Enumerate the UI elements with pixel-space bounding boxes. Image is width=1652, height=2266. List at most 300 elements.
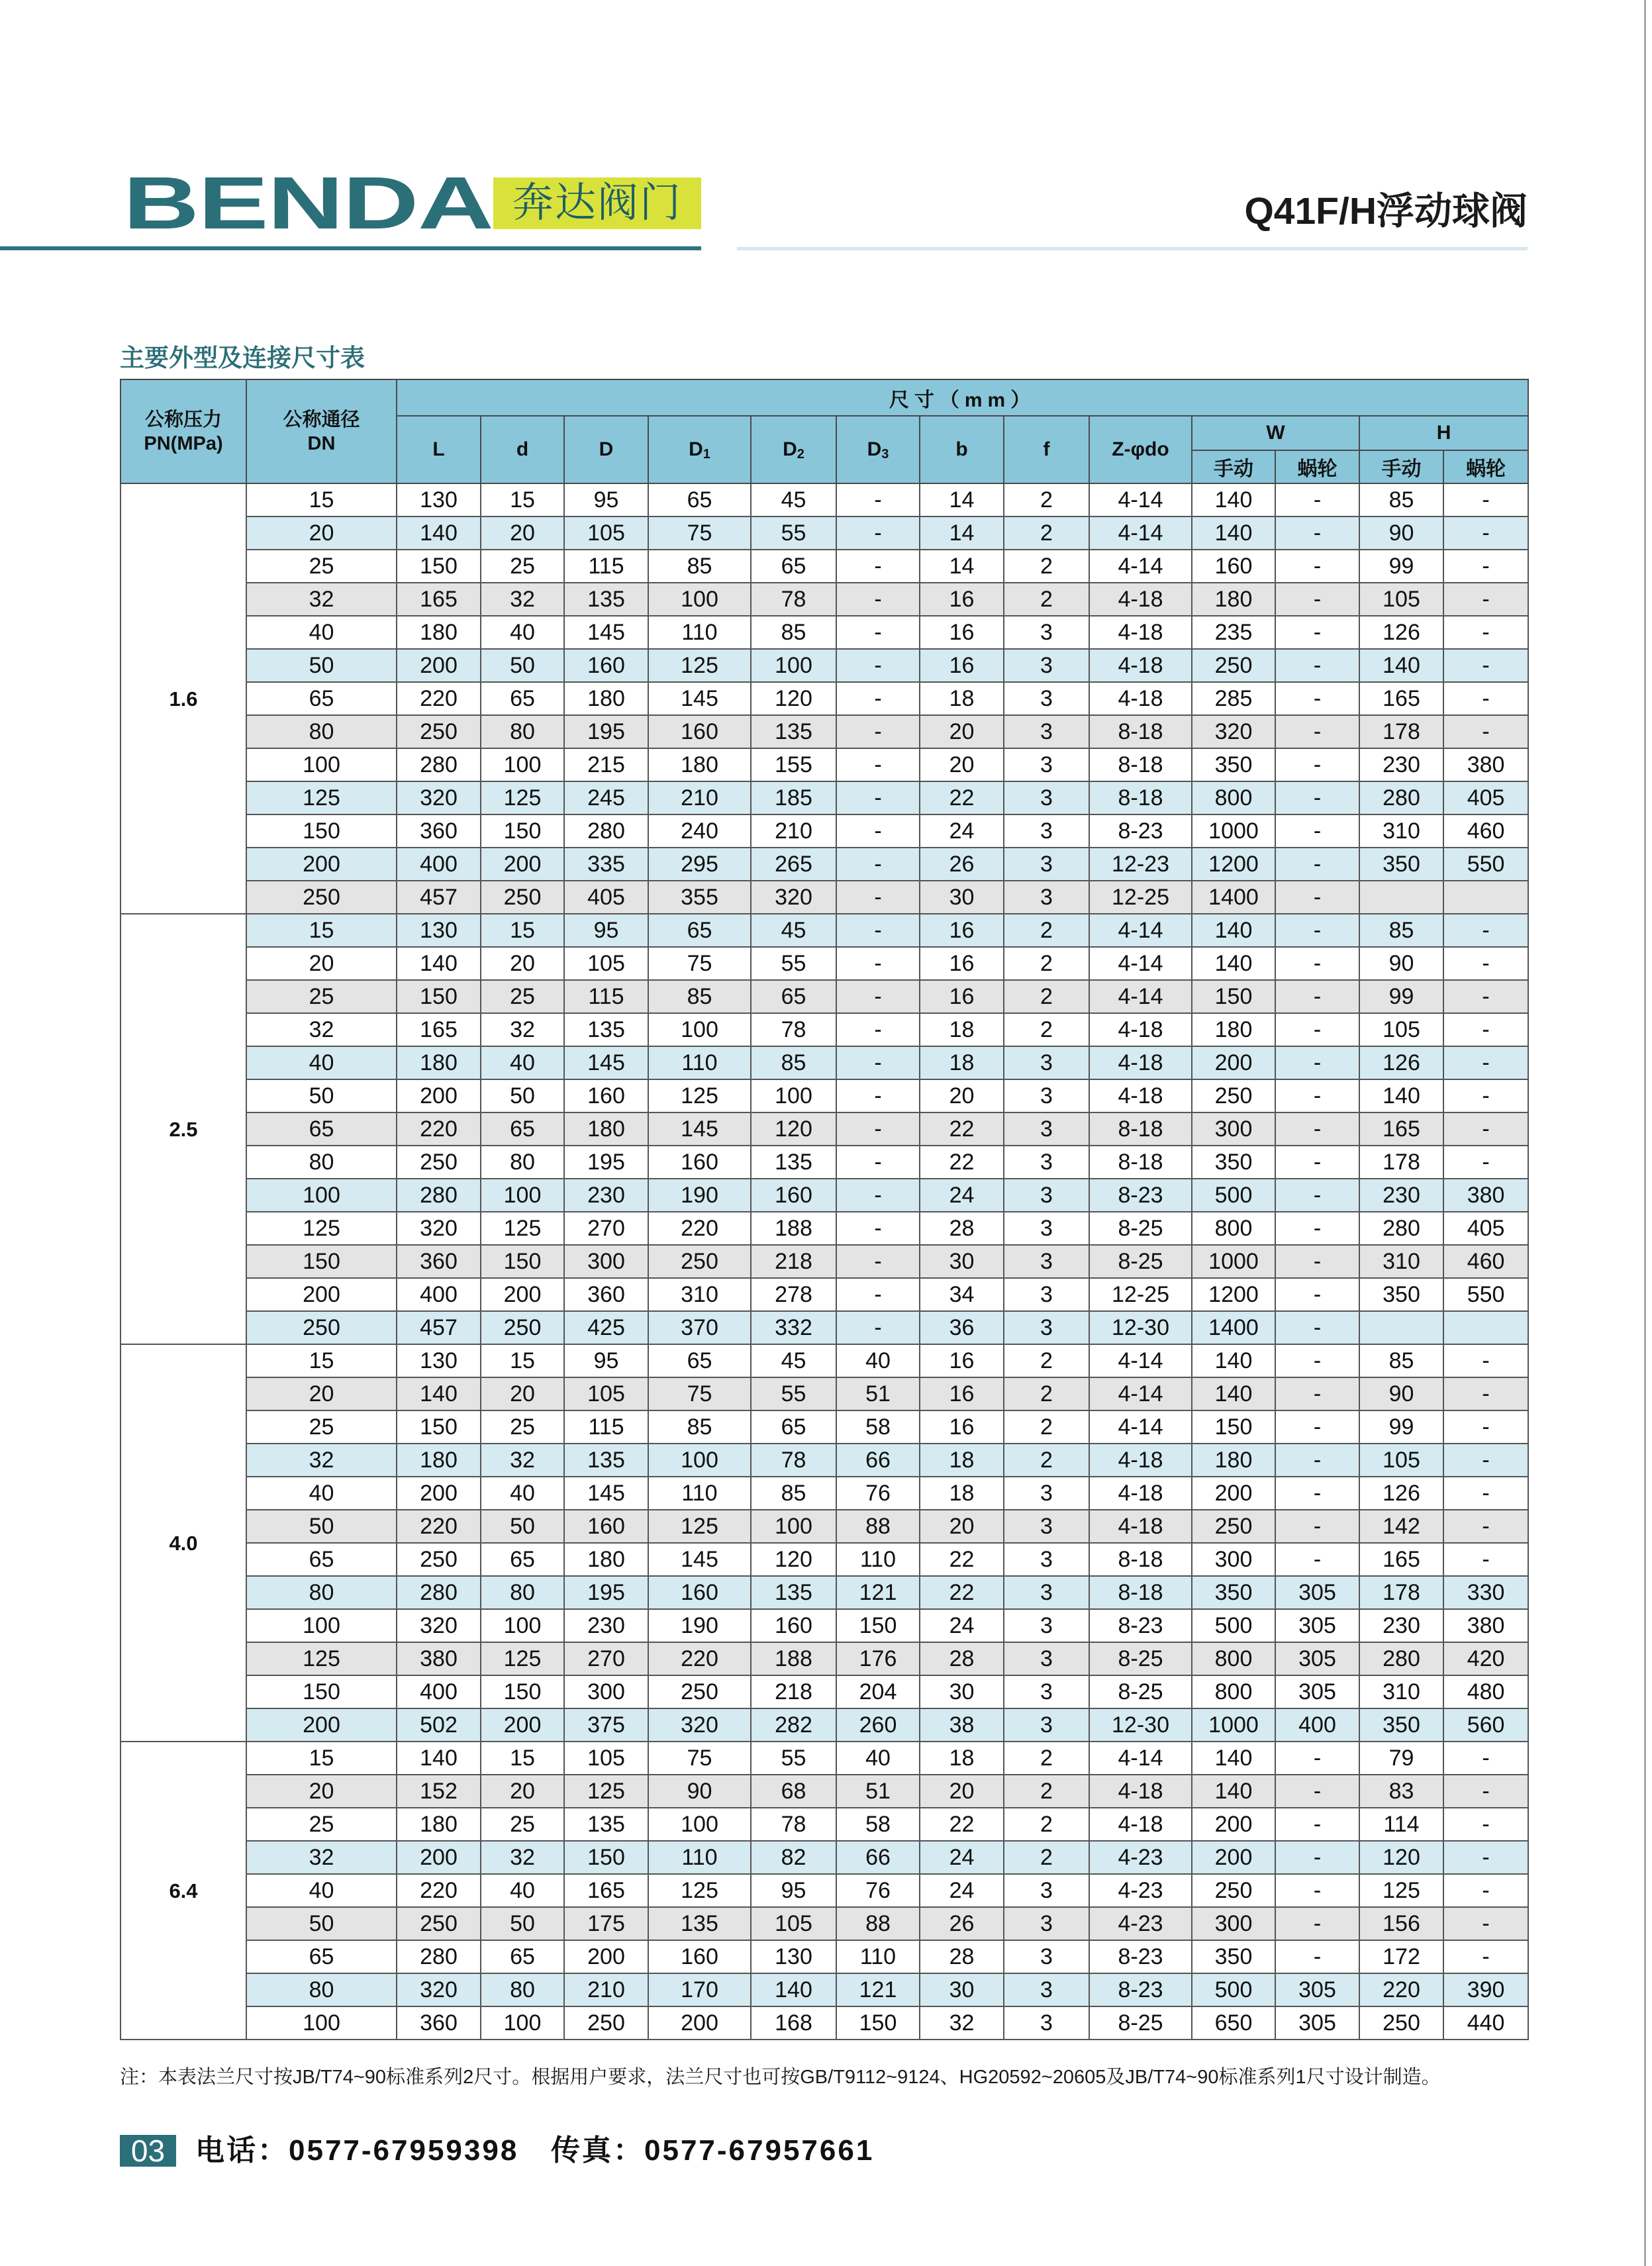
cell-l: 220 [397,682,481,715]
cell-d2: 45 [751,914,836,947]
cell-l: 380 [397,1642,481,1675]
cell-h-manual: 280 [1359,1212,1443,1245]
cell-dn: 65 [246,682,397,715]
cell-dn: 100 [246,748,397,781]
cell-h-manual: 178 [1359,1576,1443,1609]
col-header-f-label: f [1043,438,1050,460]
cell-d1: 135 [648,1907,751,1940]
cell-dn: 100 [246,2006,397,2040]
table-row [121,1973,1528,2006]
cell-dn: 20 [246,947,397,980]
cell-bolt-holes: 4-18 [1089,1444,1192,1477]
cell-f: 3 [1004,814,1089,848]
cell-bolt-holes: 12-25 [1089,881,1192,914]
cell-w-manual: 500 [1192,1609,1275,1642]
cell-dn: 25 [246,550,397,583]
cell-l: 320 [397,1973,481,2006]
cell-bolt-holes: 8-23 [1089,1609,1192,1642]
cell-b: 22 [920,1146,1004,1179]
cell-d-small: 200 [481,1278,564,1311]
cell-l: 140 [397,1742,481,1775]
cell-l: 180 [397,1444,481,1477]
cell-b: 18 [920,1477,1004,1510]
cell-bolt-holes: 8-23 [1089,814,1192,848]
cell-h-manual [1359,881,1443,914]
cell-d-large: 160 [564,1510,648,1543]
cell-dn: 80 [246,1146,397,1179]
cell-w-manual: 1200 [1192,1278,1275,1311]
cell-d-large: 195 [564,1576,648,1609]
cell-h-manual: 230 [1359,1609,1443,1642]
cell-b: 30 [920,1973,1004,2006]
cell-d-large: 230 [564,1609,648,1642]
cell-d2: 135 [751,1576,836,1609]
col-header-b-label: b [955,438,968,460]
cell-h-worm: 380 [1443,1179,1528,1212]
cell-d-small: 32 [481,1444,564,1477]
col-header-d1-sub: 1 [703,447,710,462]
cell-d1: 320 [648,1708,751,1742]
cell-d-large: 115 [564,980,648,1013]
cell-d2: 85 [751,1477,836,1510]
cell-d2: 210 [751,814,836,848]
cell-h-manual: 165 [1359,1112,1443,1146]
cell-d-small: 15 [481,914,564,947]
cell-w-manual: 140 [1192,914,1275,947]
cell-b: 30 [920,881,1004,914]
cell-w-manual: 300 [1192,1907,1275,1940]
cell-d-large: 135 [564,1013,648,1046]
cell-d3: - [836,1212,920,1245]
cell-d2: 282 [751,1708,836,1742]
cell-w-worm: - [1275,1477,1359,1510]
cell-h-worm: - [1443,616,1528,649]
cell-l: 152 [397,1775,481,1808]
cell-d1: 125 [648,1510,751,1543]
cell-l: 180 [397,616,481,649]
cell-h-worm: - [1443,1841,1528,1874]
cell-f: 3 [1004,881,1089,914]
cell-d-large: 95 [564,914,648,947]
table-row [121,1510,1528,1543]
cell-h-worm: - [1443,1808,1528,1841]
cell-h-worm: - [1443,1046,1528,1079]
cell-l: 220 [397,1112,481,1146]
table-row [121,848,1528,881]
cell-h-manual: 99 [1359,980,1443,1013]
cell-d-small: 100 [481,2006,564,2040]
cell-bolt-holes: 4-23 [1089,1907,1192,1940]
cell-d1: 65 [648,914,751,947]
cell-b: 28 [920,1642,1004,1675]
cell-w-manual: 285 [1192,682,1275,715]
cell-d1: 210 [648,781,751,814]
cell-d-small: 125 [481,781,564,814]
cell-w-manual: 1000 [1192,1708,1275,1742]
cell-dn: 40 [246,1477,397,1510]
table-row [121,682,1528,715]
cell-d3: 88 [836,1510,920,1543]
cell-f: 3 [1004,1576,1089,1609]
cell-d3: - [836,483,920,517]
cell-d-large: 145 [564,616,648,649]
cell-d-small: 50 [481,1907,564,1940]
cell-dn: 125 [246,1642,397,1675]
table-row [121,550,1528,583]
cell-d-small: 25 [481,1410,564,1444]
col-header-f [1004,416,1089,483]
cell-d2: 45 [751,1344,836,1377]
cell-h-manual: 105 [1359,1444,1443,1477]
cell-w-manual: 235 [1192,616,1275,649]
cell-d3: - [836,682,920,715]
cell-d1: 110 [648,616,751,649]
cell-d2: 95 [751,1874,836,1907]
product-title: Q41F/H浮动球阀 [1244,190,1528,232]
cell-d2: 100 [751,649,836,682]
table-row [121,781,1528,814]
pressure-group-cell: 4.0 [121,1344,246,1742]
cell-d-large: 300 [564,1675,648,1708]
table-row [121,1212,1528,1245]
cell-d-small: 20 [481,517,564,550]
cell-l: 250 [397,1543,481,1576]
cell-w-worm: - [1275,1112,1359,1146]
cell-d2: 188 [751,1212,836,1245]
cell-w-worm: - [1275,914,1359,947]
cell-h-worm: - [1443,1146,1528,1179]
cell-dn: 50 [246,1079,397,1112]
cell-d1: 100 [648,1444,751,1477]
cell-b: 28 [920,1212,1004,1245]
cell-dn: 125 [246,781,397,814]
cell-w-manual: 1200 [1192,848,1275,881]
table-row [121,1808,1528,1841]
cell-dn: 200 [246,848,397,881]
cell-d-small: 80 [481,1973,564,2006]
cell-w-worm: - [1275,1874,1359,1907]
cell-bolt-holes: 4-18 [1089,616,1192,649]
cell-bolt-holes: 4-18 [1089,1510,1192,1543]
cell-d2: 78 [751,1808,836,1841]
cell-d1: 310 [648,1278,751,1311]
cell-w-manual: 140 [1192,483,1275,517]
table-row [121,814,1528,848]
cell-d1: 295 [648,848,751,881]
cell-w-worm: - [1275,781,1359,814]
cell-b: 16 [920,1377,1004,1410]
cell-h-manual: 140 [1359,1079,1443,1112]
cell-f: 3 [1004,715,1089,748]
cell-d2: 168 [751,2006,836,2040]
cell-bolt-holes: 4-14 [1089,980,1192,1013]
cell-h-worm: - [1443,1742,1528,1775]
cell-d-small: 32 [481,583,564,616]
cell-d-large: 425 [564,1311,648,1344]
cell-d3: - [836,848,920,881]
cell-d1: 160 [648,1576,751,1609]
cell-dn: 150 [246,814,397,848]
table-row [121,1609,1528,1642]
col-header-pressure [121,379,246,483]
cell-l: 130 [397,1344,481,1377]
cell-h-manual: 250 [1359,2006,1443,2040]
cell-w-manual: 200 [1192,1841,1275,1874]
col-header-h-manual: 手动 [1359,450,1443,483]
table-body [121,483,1528,2040]
cell-d1: 145 [648,1543,751,1576]
cell-h-worm: 390 [1443,1973,1528,2006]
cell-h-worm: 440 [1443,2006,1528,2040]
cell-d-small: 25 [481,1808,564,1841]
cell-bolt-holes: 4-14 [1089,914,1192,947]
cell-h-worm: 480 [1443,1675,1528,1708]
cell-f: 2 [1004,1444,1089,1477]
cell-d-large: 135 [564,1444,648,1477]
cell-d-large: 405 [564,881,648,914]
cell-dn: 20 [246,517,397,550]
cell-w-manual: 800 [1192,781,1275,814]
cell-d-small: 50 [481,1079,564,1112]
cell-d3: 150 [836,1609,920,1642]
cell-bolt-holes: 4-18 [1089,1808,1192,1841]
cell-d-small: 65 [481,1543,564,1576]
cell-w-worm: - [1275,1344,1359,1377]
cell-d1: 110 [648,1046,751,1079]
cell-f: 2 [1004,517,1089,550]
cell-h-worm: - [1443,1940,1528,1973]
cell-bolt-holes: 8-25 [1089,1212,1192,1245]
cell-d3: - [836,814,920,848]
table-row [121,483,1528,517]
table-footnote: 注：本表法兰尺寸按JB/T74~90标准系列2尺寸。根据用户要求，法兰尺寸也可按GB/T9112~9124、HG20592~20605及JB/T74~90标准系列1尺寸设计制造。 [120,2067,1441,2088]
cell-h-worm: - [1443,483,1528,517]
cell-l: 457 [397,1311,481,1344]
pressure-group-cell: 6.4 [121,1742,246,2040]
cell-bolt-holes: 4-18 [1089,583,1192,616]
col-header-h-worm: 蜗轮 [1443,450,1528,483]
cell-d3: - [836,1079,920,1112]
col-header-w-manual: 手动 [1192,450,1275,483]
col-header-d-small [481,416,564,483]
cell-d-small: 65 [481,1940,564,1973]
cell-d2: 85 [751,616,836,649]
cell-bolt-holes: 8-18 [1089,748,1192,781]
table-row [121,1311,1528,1344]
cell-bolt-holes: 4-18 [1089,1046,1192,1079]
cell-h-manual: 178 [1359,715,1443,748]
cell-h-worm: 330 [1443,1576,1528,1609]
col-header-d3-label: D [867,438,882,460]
cell-d3: 150 [836,2006,920,2040]
col-header-bolt-holes [1089,416,1192,483]
cell-d-large: 145 [564,1477,648,1510]
cell-dn: 100 [246,1179,397,1212]
col-header-pressure-line1: 公称压力 [144,409,222,430]
cell-w-manual: 180 [1192,1013,1275,1046]
cell-w-manual: 140 [1192,1742,1275,1775]
table-row [121,980,1528,1013]
cell-l: 250 [397,1146,481,1179]
cell-h-manual: 85 [1359,914,1443,947]
cell-h-worm: - [1443,1543,1528,1576]
cell-d1: 90 [648,1775,751,1808]
cell-h-worm: - [1443,1079,1528,1112]
cell-d-small: 250 [481,1311,564,1344]
cell-b: 16 [920,616,1004,649]
cell-d3: 66 [836,1444,920,1477]
cell-d-small: 15 [481,1344,564,1377]
cell-d-large: 335 [564,848,648,881]
cell-w-manual: 200 [1192,1477,1275,1510]
cell-d-large: 230 [564,1179,648,1212]
cell-dn: 250 [246,1311,397,1344]
cell-b: 22 [920,1543,1004,1576]
cell-d3: 76 [836,1477,920,1510]
cell-h-worm: 550 [1443,848,1528,881]
cell-dn: 15 [246,914,397,947]
table-row [121,1576,1528,1609]
cell-w-worm: - [1275,1311,1359,1344]
cell-d1: 110 [648,1477,751,1510]
col-header-d3 [836,416,920,483]
cell-w-manual: 800 [1192,1642,1275,1675]
cell-h-worm: - [1443,715,1528,748]
cell-dn: 50 [246,649,397,682]
cell-f: 3 [1004,781,1089,814]
table-row [121,1675,1528,1708]
col-header-d3-sub: 3 [881,447,889,462]
cell-b: 16 [920,980,1004,1013]
cell-h-manual: 99 [1359,1410,1443,1444]
cell-bolt-holes: 12-23 [1089,848,1192,881]
cell-d3: 260 [836,1708,920,1742]
table-row [121,616,1528,649]
cell-d1: 190 [648,1609,751,1642]
cell-d-small: 125 [481,1212,564,1245]
cell-w-worm: - [1275,682,1359,715]
col-header-d1 [648,416,751,483]
table-row [121,1940,1528,1973]
col-header-d2-label: D [783,438,797,460]
cell-f: 2 [1004,1742,1089,1775]
cell-h-manual: 126 [1359,1477,1443,1510]
cell-d3: 58 [836,1410,920,1444]
cell-l: 140 [397,947,481,980]
cell-d-large: 105 [564,947,648,980]
cell-d2: 55 [751,947,836,980]
table-row [121,914,1528,947]
cell-d2: 65 [751,1410,836,1444]
cell-dn: 15 [246,1344,397,1377]
header-rule-teal [0,246,701,250]
cell-d1: 85 [648,980,751,1013]
cell-h-manual: 126 [1359,616,1443,649]
cell-l: 165 [397,583,481,616]
cell-d1: 160 [648,715,751,748]
cell-w-worm: - [1275,583,1359,616]
cell-h-worm: 420 [1443,1642,1528,1675]
cell-d3: - [836,1245,920,1278]
cell-w-worm: - [1275,1742,1359,1775]
table-row [121,947,1528,980]
cell-w-manual: 140 [1192,1344,1275,1377]
cell-d-small: 25 [481,550,564,583]
cell-b: 24 [920,1841,1004,1874]
cell-l: 320 [397,1609,481,1642]
cell-w-manual: 300 [1192,1543,1275,1576]
cell-w-worm: - [1275,1179,1359,1212]
cell-d3: - [836,947,920,980]
cell-dn: 15 [246,483,397,517]
cell-d2: 45 [751,483,836,517]
cell-f: 3 [1004,748,1089,781]
cell-bolt-holes: 8-23 [1089,1179,1192,1212]
cell-f: 2 [1004,914,1089,947]
cell-d-large: 375 [564,1708,648,1742]
cell-h-manual: 156 [1359,1907,1443,1940]
table-row [121,748,1528,781]
cell-f: 2 [1004,1013,1089,1046]
cell-bolt-holes: 8-23 [1089,1940,1192,1973]
cell-bolt-holes: 12-25 [1089,1278,1192,1311]
cell-h-manual: 126 [1359,1046,1443,1079]
cell-h-worm [1443,1311,1528,1344]
cell-dn: 80 [246,1576,397,1609]
cell-d3: 40 [836,1742,920,1775]
cell-d1: 170 [648,1973,751,2006]
cell-w-worm: - [1275,715,1359,748]
cell-w-worm: - [1275,550,1359,583]
table-row [121,1444,1528,1477]
cell-f: 3 [1004,1311,1089,1344]
cell-d3: 121 [836,1576,920,1609]
cell-d2: 265 [751,848,836,881]
cell-h-worm: - [1443,1775,1528,1808]
cell-dn: 100 [246,1609,397,1642]
cell-bolt-holes: 4-18 [1089,649,1192,682]
cell-b: 18 [920,1742,1004,1775]
cell-b: 20 [920,715,1004,748]
cell-w-manual: 650 [1192,2006,1275,2040]
cell-d2: 120 [751,1543,836,1576]
cell-f: 2 [1004,483,1089,517]
cell-bolt-holes: 8-25 [1089,1245,1192,1278]
cell-f: 2 [1004,947,1089,980]
cell-h-manual: 172 [1359,1940,1443,1973]
cell-l: 220 [397,1874,481,1907]
cell-l: 220 [397,1510,481,1543]
cell-d1: 100 [648,583,751,616]
cell-d-small: 65 [481,682,564,715]
cell-d-small: 100 [481,1179,564,1212]
cell-h-worm: 460 [1443,1245,1528,1278]
cell-d3: 66 [836,1841,920,1874]
cell-d2: 65 [751,980,836,1013]
cell-h-worm: 380 [1443,748,1528,781]
cell-d-small: 15 [481,1742,564,1775]
cell-f: 3 [1004,1642,1089,1675]
cell-d3: - [836,914,920,947]
cell-d-small: 32 [481,1013,564,1046]
cell-dn: 80 [246,715,397,748]
table-row [121,1079,1528,1112]
cell-d1: 100 [648,1808,751,1841]
col-header-d2-sub: 2 [797,447,804,462]
cell-bolt-holes: 4-23 [1089,1874,1192,1907]
cell-d1: 355 [648,881,751,914]
cell-w-worm: - [1275,483,1359,517]
